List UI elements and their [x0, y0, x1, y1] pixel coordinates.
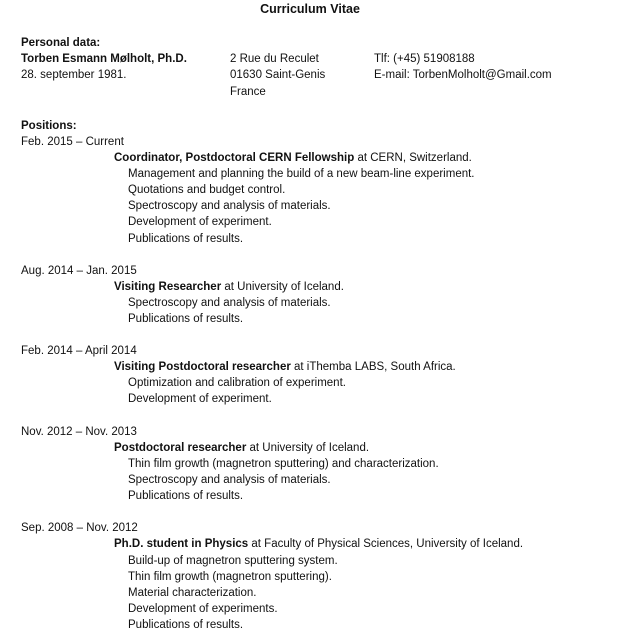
- position-title: [114, 150, 472, 166]
- duty-item: Thin film growth (magnetron sputtering).: [128, 571, 332, 583]
- position-title: [114, 279, 344, 295]
- position-role: Visiting Postdoctoral researcher: [114, 361, 291, 373]
- positions-heading: Positions:: [21, 120, 77, 132]
- duty-item: Publications of results.: [128, 490, 244, 502]
- duty-item: Development of experiment.: [128, 393, 272, 405]
- duty-item: Development of experiments.: [128, 603, 278, 615]
- position-place: at University of Iceland.: [221, 281, 344, 293]
- position-period: Feb. 2015 – Current: [21, 136, 124, 148]
- position-place: at iThemba LABS, South Africa.: [290, 361, 456, 373]
- duty-item: Publications of results.: [128, 233, 244, 245]
- position-period: Sep. 2008 – Nov. 2012: [21, 522, 138, 534]
- phone: Tlf: (+45) 51908188: [374, 53, 475, 65]
- duty-item: Quotations and budget control.: [128, 184, 286, 196]
- address-line-1: 2 Rue du Reculet: [230, 53, 319, 65]
- position-place: at Faculty of Physical Sciences, University of Iceland.: [248, 538, 524, 550]
- birth-date: 28. september 1981.: [21, 69, 127, 81]
- position-title: [114, 359, 456, 375]
- duty-item: Spectroscopy and analysis of materials.: [128, 297, 331, 309]
- duty-item: Publications of results.: [128, 313, 244, 325]
- duty-item: Spectroscopy and analysis of materials.: [128, 474, 331, 486]
- duty-item: Management and planning the build of a new beam-line experiment.: [128, 168, 475, 180]
- position-role: Postdoctoral researcher: [114, 442, 247, 454]
- position-period: Nov. 2012 – Nov. 2013: [21, 426, 137, 438]
- duty-item: Development of experiment.: [128, 216, 272, 228]
- position-place: at CERN, Switzerland.: [354, 152, 472, 164]
- position-place: at University of Iceland.: [246, 442, 370, 454]
- address-line-2: 01630 Saint-Genis: [230, 69, 326, 81]
- duty-item: Build-up of magnetron sputtering system.: [128, 555, 338, 567]
- duty-item: Thin film growth (magnetron sputtering) and characterization.: [128, 458, 439, 470]
- position-title: [114, 440, 369, 456]
- position-period: Feb. 2014 – April 2014: [21, 345, 137, 357]
- person-name: Torben Esmann Mølholt, Ph.D.: [21, 53, 187, 65]
- duty-item: Spectroscopy and analysis of materials.: [128, 200, 331, 212]
- page-title: Curriculum Vitae: [260, 2, 360, 16]
- duty-item: Publications of results.: [128, 619, 244, 631]
- duty-item: Optimization and calibration of experiment.: [128, 377, 346, 389]
- position-title: [114, 536, 523, 552]
- position-role: Ph.D. student in Physics: [114, 538, 249, 550]
- position-period: Aug. 2014 – Jan. 2015: [21, 265, 137, 277]
- address-line-3: France: [230, 86, 266, 98]
- personal-data-heading: Personal data:: [21, 37, 101, 49]
- position-role: Coordinator, Postdoctoral CERN Fellowship: [114, 152, 355, 164]
- position-role: Visiting Researcher: [114, 281, 222, 293]
- duty-item: Material characterization.: [128, 587, 257, 599]
- email: E-mail: TorbenMolholt@Gmail.com: [374, 69, 552, 81]
